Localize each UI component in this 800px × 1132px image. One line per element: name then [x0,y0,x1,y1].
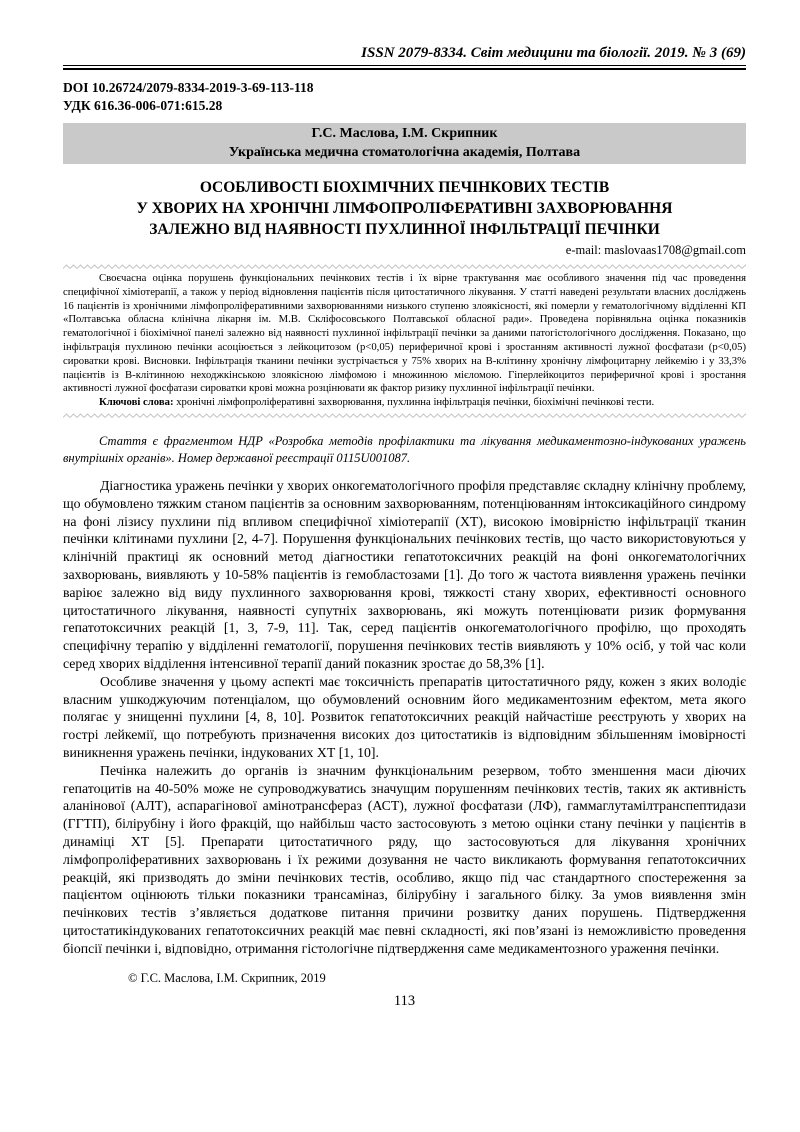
zigzag-divider-bottom [63,413,746,419]
article-title-line-3: ЗАЛЕЖНО ВІД НАЯВНОСТІ ПУХЛИННОЇ ІНФІЛЬТРАЦІЇ ПЕЧІНКИ [149,221,660,238]
doi-line: DOI 10.26724/2079-8334-2019-3-69-113-118 [63,80,314,95]
keywords-paragraph [63,396,746,410]
article-title-line-1: ОСОБЛИВОСТІ БІОХІМІЧНИХ ПЕЧІНКОВИХ ТЕСТІВ [199,179,610,196]
copyright-line: © Г.С. Маслова, І.М. Скрипник, 2019 [128,971,326,986]
authors-line: Г.С. Маслова, І.М. Скрипник [311,126,498,141]
journal-issn-header: ISSN 2079-8334. Світ медицини та біології. 2019. № 3 (69) [361,45,746,61]
article-title-line-2: У ХВОРИХ НА ХРОНІЧНІ ЛІМФОПРОЛІФЕРАТИВНІ ЗАХВОРЮВАННЯ [136,200,673,217]
header-double-rule [63,65,746,70]
article-title [63,177,746,240]
page-number: 113 [393,993,416,1010]
research-project-note-text: Стаття є фрагментом НДР «Розробка методів профілактики та лікування медикаментозно-індукованих уражень внутрішніх органів». Номер державної реєстрації 0115U001087. [63,433,746,466]
research-project-note [63,433,746,468]
article-body [63,477,746,958]
body-paragraph-3: Печінка належить до органів із значним функціональним резервом, тобто зменшення маси діючих гепатоцитів на 40-50% може не супроводжуватись значущим порушенням печінкових тестів, таких як активність аланінової (АЛТ), аспарагінової амінотрансфераз (АСТ), лужної фосфатази (ЛФ), гаммаглутамілтранспептидази (ГГТП), білірубіну і його фракцій, що найбільш часто застосовують з метою оцінки стану печінки у пацієнтів в динаміці ХТ [5]. Препарати цитостатичного ряду, що застосовуються для лікування хронічних лімфопроліферативних захворювань і їх режими дозування не часто викликають формування гепатотоксичних реакцій, які призводять до зміни печінкових тестів, особливо, якщо під час стандартного спостереження за пацієнтом оцінюють тільки показники трансаміназ, білірубіну і загального білку. За умов виявлення змін печінкових тестів з’являється додаткове питання причини розвитку даних порушень. Підтвердження цитостатикіндукованих гепатотоксичних реакцій має певні складності, які пов’язані із неможливістю проведення біопсії печінки і, відповідно, отримання гістологічне підтвердження саме медикаментозного ураження печінки. [63,762,746,956]
abstract-text: Своєчасна оцінка порушень функціональних печінкових тестів і їх вірне трактування має особливого значення під час проведення специфічної хіміотерапії, а також у період відновлення пацієнтів після цитостатичного лікування. У статті наведені результати власних досліджень 16 пацієнтів із хронічними лімфопроліферативними захворюваннями низького ступеню злоякісності, які померли у гематологічному відділенні КП «Полтавська обласна клінічна лікарня ім. М.В. Скліфосовського Полтавської обласної ради». Проведена порівняльна оцінка показників гематологічної і біохімічної панелі залежно від наявності пухлинної інфільтрації печінки за даними патогістологічного дослідження. Показано, що інфільтрація пухлиною печінки асоціюється з лейкоцитозом (р<0,05) периферичної крові і зростанням активності лужної фосфатази (р<0,05) сироватки крові. Висновки. Інфільтрація тканини печінки зустрічається у 75% хворих на В-клітинну хронічну лімфоцитарну лейкемію і у 33,3% пацієнтів із В-клітинною неходжкінською злоякісною лімфомою і множинною мієломою. Гіперлейкоцитоз периферичної крові і зростання активності лужної фосфатази сироватки крові можна розцінювати як фактор ризику пухлинної інфільтрації печінки. [63,272,746,395]
zigzag-divider-top [63,264,746,270]
abstract-block [63,272,746,410]
body-paragraph-2: Особливе значення у цьому аспекті має токсичність препаратів цитостатичного ряду, кожен з яких володіє власним ушкоджуючим потенціалом, що обумовлений основним його медикаментозним ефектом, мета якого полягає у знищенні пухлини [4, 8, 10]. Розвиток гепатотоксичних реакцій найчастіше реєструють у хворих на гострі лейкемії, що потребують призначення високих доз цитостатиків із відповідним збільшенням імовірності виникнення уражень печінки, індукованих ХТ [1, 10]. [63,673,746,760]
authors-affiliation-box [63,123,746,164]
body-paragraph-1: Діагностика уражень печінки у хворих онкогематологічного профіля представляє складну клінічну проблему, що обумовлено тяжким станом пацієнтів за основним захворюванням, потенціюванням інтоксикаційного синдрому на фоні лізису пухлини під впливом специфічної хіміотерапії (ХТ), високою імовірністю інфільтрації тканин печінки клітинами пухлини [2, 4-7]. Порушення функціональних печінкових тестів, що часто використовуються у клінічній практиці як основний метод діагностики гепатотоксичних реакцій на фоні онкогематологічних захворювань, виявляють у 10-58% пацієнтів із гемобластозами [1]. До того ж частота виявлення уражень печінки варіює залежно від виду пухлинного захворювання крові, тяжкості стану хворих, ефективності основного цитостатичного лікування, наявності супутніх захворювань, які можуть потенціювати ризик формування гепатотоксичних реакцій [1, 3, 7-9, 11]. Так, серед пацієнтів онкогематологічного профілю, що проходять специфічну терапію у відділенні гематології, порушення печінкових тестів виявляють у 10% осіб, у той час коли серед хворих відділення інтенсивної терапії даний показник зростає до 58,3% [1]. [63,477,746,671]
udc-line: УДК 616.36-006-071:615.28 [63,98,223,113]
keywords-text: хронічні лімфопроліферативні захворювання, пухлинна інфільтрація печінки, біохімічні печінкові тести. [173,396,655,409]
affiliation-line: Українська медична стоматологічна академія, Полтава [228,145,581,160]
contact-email: e-mail: maslovaas1708@gmail.com [565,243,746,257]
page-content [63,44,746,1010]
keywords-label: Ключові слова: [99,396,174,409]
